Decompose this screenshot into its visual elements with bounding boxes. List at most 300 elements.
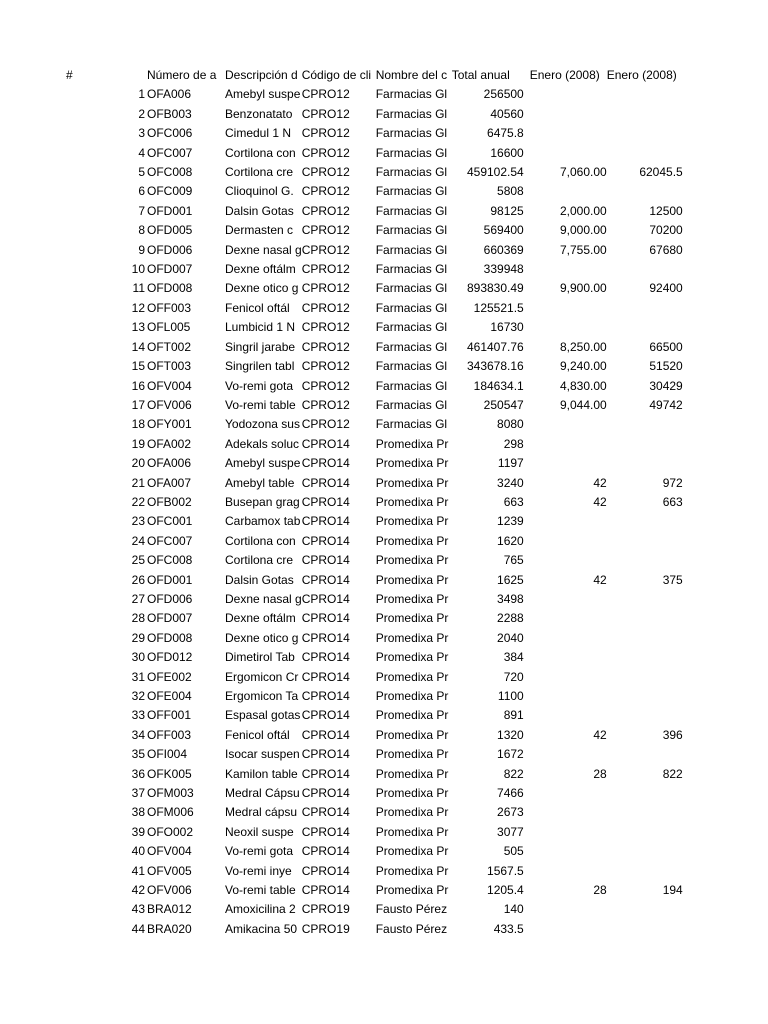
- product-number-cell[interactable]: OFB002: [147, 494, 192, 509]
- client-code-cell[interactable]: CPRO12: [301, 397, 350, 412]
- annual-total-cell[interactable]: 40560: [490, 106, 524, 121]
- january-amount-cell[interactable]: [607, 668, 683, 687]
- client-code-cell[interactable]: CPRO14: [301, 883, 350, 898]
- row-index-cell[interactable]: 13: [131, 320, 145, 335]
- description-cell[interactable]: Adekals soluc: [225, 436, 300, 451]
- client-name-cell[interactable]: Promedixa Pr: [375, 591, 449, 606]
- description-cell[interactable]: Singril jarabe: [225, 339, 296, 354]
- january-amount-cell[interactable]: [607, 105, 683, 124]
- annual-total-cell[interactable]: 140: [503, 902, 524, 917]
- january-units-cell[interactable]: [524, 299, 607, 318]
- january-amount-cell[interactable]: [607, 454, 683, 473]
- january-amount-cell[interactable]: [607, 920, 683, 939]
- january-amount-cell[interactable]: [607, 532, 683, 551]
- description-cell[interactable]: Cortilona con: [225, 145, 296, 160]
- january-units-cell[interactable]: [524, 900, 607, 919]
- client-name-cell[interactable]: Promedixa Pr: [375, 436, 449, 451]
- row-index-cell[interactable]: 17: [131, 397, 145, 412]
- annual-total-cell[interactable]: 459102.54: [466, 165, 524, 180]
- client-code-cell[interactable]: CPRO12: [301, 184, 350, 199]
- annual-total-cell[interactable]: 1100: [497, 689, 524, 703]
- annual-total-cell[interactable]: 765: [503, 553, 524, 568]
- january-amount-cell[interactable]: [607, 299, 683, 318]
- january-amount-cell[interactable]: 30429: [649, 378, 683, 393]
- product-number-cell[interactable]: OFD001: [147, 203, 193, 218]
- january-units-cell[interactable]: [524, 609, 607, 628]
- client-code-cell[interactable]: CPRO12: [301, 165, 350, 180]
- product-number-cell[interactable]: OFV006: [147, 397, 192, 412]
- january-units-cell[interactable]: [524, 260, 607, 279]
- row-index-cell[interactable]: 8: [138, 223, 145, 238]
- january-amount-cell[interactable]: 51520: [649, 359, 683, 374]
- client-code-cell[interactable]: CPRO12: [301, 417, 350, 432]
- product-number-cell[interactable]: OFC007: [147, 145, 193, 160]
- january-amount-cell[interactable]: [607, 900, 683, 919]
- january-amount-cell[interactable]: [607, 745, 683, 764]
- annual-total-cell[interactable]: 339948: [483, 262, 524, 277]
- annual-total-cell[interactable]: 893830.49: [466, 281, 524, 296]
- description-cell[interactable]: Kamilon table: [225, 766, 298, 781]
- client-code-cell[interactable]: CPRO14: [301, 786, 350, 801]
- row-index-cell[interactable]: 40: [131, 844, 145, 859]
- description-cell[interactable]: Amikacina 50: [225, 921, 298, 936]
- january-amount-cell[interactable]: 92400: [649, 281, 683, 296]
- description-cell[interactable]: Neoxil suspe: [225, 824, 294, 839]
- annual-total-cell[interactable]: 822: [503, 766, 524, 781]
- january-amount-cell[interactable]: 12500: [649, 203, 683, 218]
- annual-total-cell[interactable]: 98125: [490, 203, 524, 218]
- january-amount-cell[interactable]: 822: [662, 766, 683, 781]
- annual-total-cell[interactable]: 298: [503, 436, 524, 451]
- product-number-cell[interactable]: OFK005: [147, 766, 192, 781]
- product-number-cell[interactable]: OFI004: [147, 747, 188, 762]
- january-units-cell[interactable]: 42: [593, 727, 607, 742]
- january-units-cell[interactable]: [524, 551, 607, 570]
- product-number-cell[interactable]: OFD008: [147, 630, 193, 645]
- client-name-cell[interactable]: Promedixa Pr: [375, 708, 449, 723]
- client-name-cell[interactable]: Farmacias Gl: [375, 359, 448, 374]
- client-name-cell[interactable]: Fausto Pérez: [375, 921, 448, 936]
- january-amount-cell[interactable]: [607, 551, 683, 570]
- row-index-cell[interactable]: 3: [138, 126, 145, 141]
- january-units-cell[interactable]: [524, 415, 607, 434]
- product-number-cell[interactable]: OFD007: [147, 611, 193, 626]
- annual-total-cell[interactable]: 505: [503, 844, 524, 859]
- client-code-cell[interactable]: CPRO12: [301, 281, 350, 296]
- description-cell[interactable]: Amebyl suspe: [225, 87, 301, 102]
- annual-total-cell[interactable]: 1625: [497, 572, 524, 587]
- description-cell[interactable]: Vo-remi table: [225, 883, 296, 898]
- client-name-cell[interactable]: Farmacias Gl: [375, 339, 448, 354]
- annual-total-cell[interactable]: 2040: [497, 630, 524, 645]
- annual-total-cell[interactable]: 7466: [497, 786, 524, 801]
- client-name-cell[interactable]: Promedixa Pr: [375, 475, 449, 490]
- annual-total-cell[interactable]: 5808: [497, 184, 524, 199]
- january-amount-cell[interactable]: 972: [662, 475, 683, 490]
- description-cell[interactable]: Amebyl table: [225, 475, 295, 490]
- client-name-cell[interactable]: Promedixa Pr: [375, 824, 449, 839]
- description-cell[interactable]: Espasal gotas: [225, 708, 301, 723]
- description-cell[interactable]: Medral Cápsu: [225, 786, 300, 801]
- client-code-cell[interactable]: CPRO12: [301, 378, 350, 393]
- product-number-cell[interactable]: OFD008: [147, 281, 193, 296]
- client-code-cell[interactable]: CPRO14: [301, 591, 350, 606]
- description-cell[interactable]: Vo-remi table: [225, 397, 296, 412]
- description-cell[interactable]: Cortilona cre: [225, 165, 294, 180]
- january-amount-cell[interactable]: [607, 590, 683, 609]
- row-index-cell[interactable]: 37: [131, 786, 145, 801]
- row-index-cell[interactable]: 11: [132, 281, 145, 296]
- january-amount-cell[interactable]: 70200: [649, 223, 683, 238]
- client-code-cell[interactable]: CPRO14: [301, 650, 350, 665]
- client-name-cell[interactable]: Farmacias Gl: [375, 320, 448, 335]
- january-units-cell[interactable]: [524, 803, 607, 822]
- client-code-cell[interactable]: CPRO14: [301, 630, 350, 645]
- client-name-cell[interactable]: Farmacias Gl: [375, 281, 448, 296]
- january-units-cell[interactable]: [524, 590, 607, 609]
- client-name-cell[interactable]: Farmacias Gl: [375, 262, 448, 277]
- header-product-number[interactable]: Número de a: [147, 68, 217, 82]
- january-units-cell[interactable]: [524, 648, 607, 667]
- client-name-cell[interactable]: Promedixa Pr: [375, 572, 449, 587]
- client-code-cell[interactable]: CPRO12: [301, 242, 350, 257]
- header-description[interactable]: Descripción d: [225, 68, 298, 82]
- january-units-cell[interactable]: 9,240.00: [560, 359, 607, 374]
- january-amount-cell[interactable]: [607, 318, 683, 337]
- product-number-cell[interactable]: BRA020: [147, 921, 192, 936]
- client-name-cell[interactable]: Promedixa Pr: [375, 766, 449, 781]
- product-number-cell[interactable]: OFA002: [147, 436, 192, 451]
- description-cell[interactable]: Amoxicilina 2: [225, 902, 296, 917]
- january-amount-cell[interactable]: [607, 784, 683, 803]
- annual-total-cell[interactable]: 1239: [497, 514, 524, 529]
- client-name-cell[interactable]: Promedixa Pr: [375, 883, 449, 898]
- description-cell[interactable]: Fenicol oftál: [225, 300, 290, 315]
- january-units-cell[interactable]: [524, 920, 607, 939]
- description-cell[interactable]: Dexne oftálm: [225, 262, 296, 277]
- header-january-amount[interactable]: Enero (2008): [606, 68, 677, 82]
- annual-total-cell[interactable]: 250547: [483, 397, 524, 412]
- row-index-cell[interactable]: 25: [131, 553, 145, 568]
- client-name-cell[interactable]: Promedixa Pr: [375, 786, 449, 801]
- description-cell[interactable]: Dexne nasal g: [225, 242, 302, 257]
- row-index-cell[interactable]: 43: [131, 902, 145, 917]
- description-cell[interactable]: Isocar suspen: [225, 747, 300, 762]
- annual-total-cell[interactable]: 433.5: [493, 921, 524, 936]
- january-amount-cell[interactable]: [607, 182, 683, 201]
- client-name-cell[interactable]: Promedixa Pr: [375, 689, 449, 703]
- row-index-cell[interactable]: 20: [131, 456, 145, 471]
- row-index-cell[interactable]: 22: [131, 494, 145, 509]
- january-units-cell[interactable]: 8,250.00: [560, 339, 607, 354]
- description-cell[interactable]: Vo-remi inye: [225, 863, 292, 878]
- client-name-cell[interactable]: Farmacias Gl: [375, 242, 448, 257]
- row-index-cell[interactable]: 42: [131, 883, 145, 898]
- product-number-cell[interactable]: OFM006: [147, 805, 194, 820]
- product-number-cell[interactable]: OFC009: [147, 184, 193, 199]
- row-index-cell[interactable]: 2: [138, 106, 145, 121]
- row-index-cell[interactable]: 15: [131, 359, 145, 374]
- product-number-cell[interactable]: OFO002: [147, 824, 194, 839]
- product-number-cell[interactable]: OFD012: [147, 650, 193, 665]
- client-name-cell[interactable]: Promedixa Pr: [375, 611, 449, 626]
- january-amount-cell[interactable]: [607, 842, 683, 861]
- january-units-cell[interactable]: [524, 454, 607, 473]
- january-units-cell[interactable]: [524, 629, 607, 648]
- product-number-cell[interactable]: OFY001: [147, 417, 192, 432]
- annual-total-cell[interactable]: 2288: [497, 611, 524, 626]
- client-name-cell[interactable]: Farmacias Gl: [375, 106, 448, 121]
- client-code-cell[interactable]: CPRO12: [301, 126, 350, 141]
- product-number-cell[interactable]: OFD001: [147, 572, 193, 587]
- client-name-cell[interactable]: Farmacias Gl: [375, 203, 448, 218]
- january-units-cell[interactable]: 28: [593, 766, 607, 781]
- description-cell[interactable]: Ergomicon Ta: [225, 689, 299, 703]
- january-units-cell[interactable]: [524, 687, 607, 706]
- client-code-cell[interactable]: CPRO14: [301, 553, 350, 568]
- description-cell[interactable]: Dexne otico g: [225, 281, 299, 296]
- product-number-cell[interactable]: OFC007: [147, 533, 193, 548]
- product-number-cell[interactable]: OFE004: [147, 689, 192, 703]
- january-units-cell[interactable]: [524, 823, 607, 842]
- annual-total-cell[interactable]: 1197: [497, 456, 524, 471]
- annual-total-cell[interactable]: 3240: [497, 475, 524, 490]
- january-amount-cell[interactable]: 49742: [649, 397, 683, 412]
- client-code-cell[interactable]: CPRO12: [301, 145, 350, 160]
- annual-total-cell[interactable]: 1320: [497, 727, 524, 742]
- january-units-cell[interactable]: [524, 124, 607, 143]
- header-client-name[interactable]: Nombre del c: [375, 68, 448, 82]
- row-index-cell[interactable]: 5: [138, 165, 145, 180]
- row-index-cell[interactable]: 24: [131, 533, 145, 548]
- january-amount-cell[interactable]: [607, 706, 683, 725]
- row-index-cell[interactable]: 19: [131, 436, 145, 451]
- client-code-cell[interactable]: CPRO19: [301, 921, 350, 936]
- row-index-cell[interactable]: 29: [131, 630, 145, 645]
- client-code-cell[interactable]: CPRO14: [301, 727, 350, 742]
- january-units-cell[interactable]: 42: [593, 494, 607, 509]
- january-units-cell[interactable]: [524, 784, 607, 803]
- client-code-cell[interactable]: CPRO12: [301, 359, 350, 374]
- product-number-cell[interactable]: OFC008: [147, 553, 193, 568]
- row-index-cell[interactable]: 14: [131, 339, 145, 354]
- client-name-cell[interactable]: Fausto Pérez: [375, 902, 448, 917]
- client-code-cell[interactable]: CPRO14: [301, 436, 350, 451]
- description-cell[interactable]: Dexne otico g: [225, 630, 299, 645]
- product-number-cell[interactable]: OFL005: [147, 320, 191, 335]
- january-amount-cell[interactable]: 67680: [649, 242, 683, 257]
- row-index-cell[interactable]: 33: [131, 708, 145, 723]
- january-amount-cell[interactable]: [607, 803, 683, 822]
- client-name-cell[interactable]: Farmacias Gl: [375, 397, 448, 412]
- january-units-cell[interactable]: 42: [593, 475, 607, 490]
- product-number-cell[interactable]: OFM003: [147, 786, 194, 801]
- client-code-cell[interactable]: CPRO14: [301, 747, 350, 762]
- annual-total-cell[interactable]: 16600: [490, 145, 524, 160]
- client-code-cell[interactable]: CPRO14: [301, 844, 350, 859]
- description-cell[interactable]: Singrilen tabl: [225, 359, 295, 374]
- client-code-cell[interactable]: CPRO14: [301, 533, 350, 548]
- annual-total-cell[interactable]: 1620: [497, 533, 524, 548]
- client-name-cell[interactable]: Promedixa Pr: [375, 805, 449, 820]
- description-cell[interactable]: Lumbicid 1 N: [225, 320, 296, 335]
- client-name-cell[interactable]: Promedixa Pr: [375, 494, 449, 509]
- january-units-cell[interactable]: [524, 862, 607, 881]
- annual-total-cell[interactable]: 8080: [497, 417, 524, 432]
- annual-total-cell[interactable]: 125521.5: [473, 300, 524, 315]
- january-units-cell[interactable]: [524, 105, 607, 124]
- row-index-cell[interactable]: 7: [138, 203, 145, 218]
- january-amount-cell[interactable]: 62045.5: [639, 165, 683, 180]
- january-amount-cell[interactable]: [607, 512, 683, 531]
- description-cell[interactable]: Yodozona sus: [225, 417, 300, 432]
- january-units-cell[interactable]: 9,000.00: [560, 223, 607, 238]
- client-name-cell[interactable]: Farmacias Gl: [375, 300, 448, 315]
- row-index-cell[interactable]: 28: [131, 611, 145, 626]
- january-units-cell[interactable]: [524, 745, 607, 764]
- description-cell[interactable]: Dexne oftálm: [225, 611, 296, 626]
- january-units-cell[interactable]: 2,000.00: [560, 203, 607, 218]
- product-number-cell[interactable]: OFC006: [147, 126, 193, 141]
- client-name-cell[interactable]: Farmacias Gl: [375, 378, 448, 393]
- january-amount-cell[interactable]: [607, 629, 683, 648]
- client-code-cell[interactable]: CPRO14: [301, 494, 350, 509]
- description-cell[interactable]: Dexne nasal g: [225, 591, 302, 606]
- client-code-cell[interactable]: CPRO14: [301, 863, 350, 878]
- row-index-cell[interactable]: 12: [131, 300, 145, 315]
- annual-total-cell[interactable]: 184634.1: [473, 378, 524, 393]
- january-amount-cell[interactable]: [607, 85, 683, 104]
- january-units-cell[interactable]: 4,830.00: [560, 378, 607, 393]
- client-name-cell[interactable]: Promedixa Pr: [375, 553, 449, 568]
- annual-total-cell[interactable]: 1567.5: [487, 863, 524, 878]
- client-code-cell[interactable]: CPRO12: [301, 320, 350, 335]
- client-name-cell[interactable]: Farmacias Gl: [375, 145, 448, 160]
- row-index-cell[interactable]: 44: [131, 921, 145, 936]
- client-code-cell[interactable]: CPRO12: [301, 262, 350, 277]
- description-cell[interactable]: Cortilona con: [225, 533, 296, 548]
- client-name-cell[interactable]: Promedixa Pr: [375, 669, 449, 684]
- january-units-cell[interactable]: [524, 532, 607, 551]
- header-annual-total[interactable]: Total anual: [451, 68, 510, 82]
- row-index-cell[interactable]: 6: [138, 184, 145, 199]
- description-cell[interactable]: Dimetirol Tab: [225, 650, 295, 665]
- description-cell[interactable]: Benzonatato: [225, 106, 293, 121]
- january-amount-cell[interactable]: [607, 435, 683, 454]
- product-number-cell[interactable]: OFV006: [147, 883, 192, 898]
- annual-total-cell[interactable]: 1672: [497, 747, 524, 762]
- client-code-cell[interactable]: CPRO12: [301, 87, 350, 102]
- product-number-cell[interactable]: OFC008: [147, 165, 193, 180]
- january-units-cell[interactable]: [524, 182, 607, 201]
- description-cell[interactable]: Amebyl suspe: [225, 456, 301, 471]
- annual-total-cell[interactable]: 16730: [490, 320, 524, 335]
- client-code-cell[interactable]: CPRO14: [301, 514, 350, 529]
- annual-total-cell[interactable]: 720: [503, 669, 524, 684]
- client-code-cell[interactable]: CPRO14: [301, 611, 350, 626]
- client-code-cell[interactable]: CPRO14: [301, 766, 350, 781]
- description-cell[interactable]: Dalsin Gotas: [225, 203, 294, 218]
- january-units-cell[interactable]: [524, 85, 607, 104]
- january-units-cell[interactable]: [524, 706, 607, 725]
- row-index-cell[interactable]: 10: [131, 262, 145, 277]
- client-code-cell[interactable]: CPRO14: [301, 456, 350, 471]
- january-amount-cell[interactable]: [607, 144, 683, 163]
- row-index-cell[interactable]: 41: [131, 863, 145, 878]
- january-units-cell[interactable]: 7,755.00: [560, 242, 607, 257]
- product-number-cell[interactable]: OFT002: [147, 339, 192, 354]
- client-name-cell[interactable]: Farmacias Gl: [375, 223, 448, 238]
- annual-total-cell[interactable]: 2673: [497, 805, 524, 820]
- annual-total-cell[interactable]: 891: [503, 708, 524, 723]
- header-index[interactable]: #: [66, 68, 73, 82]
- product-number-cell[interactable]: OFF003: [147, 727, 192, 742]
- description-cell[interactable]: Clioquinol G.: [225, 184, 294, 199]
- row-index-cell[interactable]: 27: [131, 591, 145, 606]
- client-code-cell[interactable]: CPRO12: [301, 223, 350, 238]
- client-code-cell[interactable]: CPRO12: [301, 106, 350, 121]
- annual-total-cell[interactable]: 343678.16: [466, 359, 524, 374]
- january-amount-cell[interactable]: 663: [662, 494, 683, 509]
- client-name-cell[interactable]: Farmacias Gl: [375, 184, 448, 199]
- january-units-cell[interactable]: [524, 144, 607, 163]
- description-cell[interactable]: Cimedul 1 N: [225, 126, 292, 141]
- client-name-cell[interactable]: Promedixa Pr: [375, 747, 449, 762]
- client-code-cell[interactable]: CPRO12: [301, 300, 350, 315]
- row-index-cell[interactable]: 26: [131, 572, 145, 587]
- product-number-cell[interactable]: OFT003: [147, 359, 192, 374]
- annual-total-cell[interactable]: 256500: [483, 87, 524, 102]
- client-name-cell[interactable]: Promedixa Pr: [375, 514, 449, 529]
- annual-total-cell[interactable]: 6475.8: [487, 126, 524, 141]
- client-name-cell[interactable]: Farmacias Gl: [375, 165, 448, 180]
- row-index-cell[interactable]: 21: [131, 475, 145, 490]
- client-name-cell[interactable]: Promedixa Pr: [375, 863, 449, 878]
- annual-total-cell[interactable]: 663: [503, 494, 524, 509]
- row-index-cell[interactable]: 38: [131, 805, 145, 820]
- january-units-cell[interactable]: 42: [593, 572, 607, 587]
- product-number-cell[interactable]: OFD007: [147, 262, 193, 277]
- client-code-cell[interactable]: CPRO12: [301, 339, 350, 354]
- client-name-cell[interactable]: Farmacias Gl: [375, 417, 448, 432]
- client-name-cell[interactable]: Promedixa Pr: [375, 844, 449, 859]
- client-code-cell[interactable]: CPRO12: [301, 203, 350, 218]
- row-index-cell[interactable]: 9: [138, 242, 145, 257]
- row-index-cell[interactable]: 36: [131, 766, 145, 781]
- january-units-cell[interactable]: [524, 512, 607, 531]
- january-amount-cell[interactable]: 375: [662, 572, 683, 587]
- product-number-cell[interactable]: OFD005: [147, 223, 193, 238]
- description-cell[interactable]: Dalsin Gotas: [225, 572, 294, 587]
- row-index-cell[interactable]: 4: [138, 145, 145, 160]
- description-cell[interactable]: Carbamox tab: [225, 514, 301, 529]
- client-code-cell[interactable]: CPRO14: [301, 805, 350, 820]
- annual-total-cell[interactable]: 1205.4: [487, 883, 524, 898]
- january-units-cell[interactable]: [524, 318, 607, 337]
- product-number-cell[interactable]: OFB003: [147, 106, 192, 121]
- january-units-cell[interactable]: [524, 668, 607, 687]
- january-amount-cell[interactable]: 396: [662, 727, 683, 742]
- january-amount-cell[interactable]: [607, 260, 683, 279]
- product-number-cell[interactable]: OFF003: [147, 300, 192, 315]
- january-units-cell[interactable]: 9,044.00: [560, 397, 607, 412]
- description-cell[interactable]: Fenicol oftál: [225, 727, 290, 742]
- description-cell[interactable]: Vo-remi gota: [225, 378, 294, 393]
- january-units-cell[interactable]: 9,900.00: [560, 281, 607, 296]
- product-number-cell[interactable]: OFC001: [147, 514, 193, 529]
- annual-total-cell[interactable]: 569400: [483, 223, 524, 238]
- january-amount-cell[interactable]: [607, 415, 683, 434]
